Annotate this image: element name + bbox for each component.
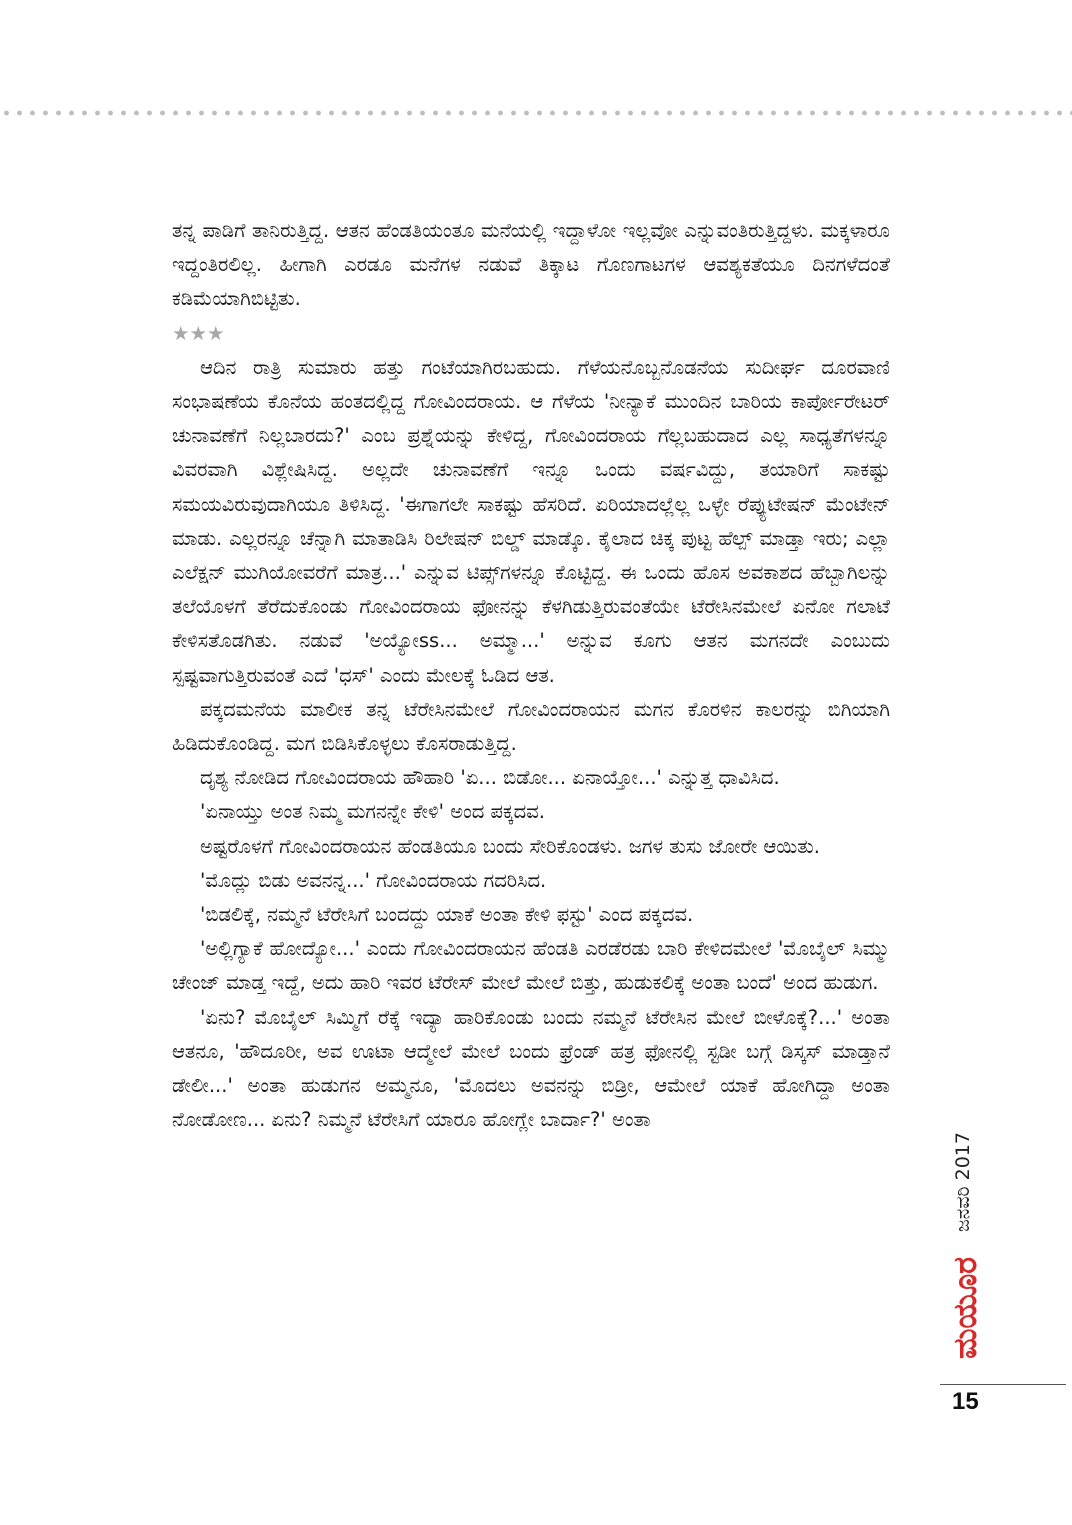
paragraph: 'ಅಲ್ಲಿಗ್ಯಾಕೆ ಹೋದ್ಯೋ...' ಎಂದು ಗೋವಿಂದರಾಯನ ಹೆಂಡತಿ ಎರಡೆರಡು ಬಾರಿ ಕೇಳಿದಮೇಲೆ 'ಮೊಬೈಲ್ ಸಿಮ್ಮು ಚೇಂಜ್ ಮಾಡ್ತ ಇದ್ದೆ, ಅದು ಹಾರಿ ಇವರ ಟೆರೇಸ್ ಮೇಲೆ ಮೇಲೆ ಬಿತ್ತು, ಹುಡುಕಲಿಕ್ಕೆ ಅಂತಾ ಬಂದೆ' ಅಂದ ಹುಡುಗ. xyxy=(172,937,890,995)
paragraph: ದೃಶ್ಯ ನೋಡಿದ ಗೋವಿಂದರಾಯ ಹೌಹಾರಿ 'ಏ... ಬಿಡೋ... ಏನಾಯ್ತೋ...' ಎನ್ನುತ್ತ ಧಾವಿಸಿದ. xyxy=(200,766,780,790)
paragraph: ತನ್ನ ಪಾಡಿಗೆ ತಾನಿರುತ್ತಿದ್ದ. ಆತನ ಹೆಂಡತಿಯಂತೂ ಮನೆಯಲ್ಲಿ ಇದ್ದಾಳೋ ಇಲ್ಲವೋ ಎನ್ನುವಂತಿರುತ್ತಿದ್ದಳು. ಮಕ್ಕಳಾರೂ ಇದ್ದಂತಿರಲಿಲ್ಲ. ಹೀಗಾಗಿ ಎರಡೂ ಮನೆಗಳ ನಡುವೆ ತಿಕ್ಕಾಟ ಗೊಣಗಾಟಗಳ ಆವಶ್ಯಕತೆಯೂ ದಿನಗಳೆದಂತೆ ಕಡಿಮೆಯಾಗಿಬಿಟ್ಟಿತು. xyxy=(172,219,890,311)
paragraph: ಅಷ್ಟರೊಳಗೆ ಗೋವಿಂದರಾಯನ ಹೆಂಡತಿಯೂ ಬಂದು ಸೇರಿಕೊಂಡಳು. ಜಗಳ ತುಸು ಜೋರೇ ಆಯಿತು. xyxy=(200,834,820,858)
paragraph: ಪಕ್ಕದಮನೆಯ ಮಾಲೀಕ ತನ್ನ ಟೆರೇಸಿನಮೇಲೆ ಗೋವಿಂದರಾಯನ ಮಗನ ಕೊರಳಿನ ಕಾಲರನ್ನು ಬಿಗಿಯಾಗಿ ಹಿಡಿದುಕೊಂಡಿದ್ದ. ಮಗ ಬಿಡಿಸಿಕೊಳ್ಳಲು ಕೊಸರಾಡುತ್ತಿದ್ದ. xyxy=(172,697,890,756)
article-column xyxy=(172,214,890,1137)
paragraph: 'ಏನು? ಮೊಬೈಲ್ ಸಿಮ್ಮಿಗೆ ರೆಕ್ಕೆ ಇದ್ಯಾ ಹಾರಿಕೊಂಡು ಬಂದು ನಮ್ಮನೆ ಟೆರೇಸಿನ ಮೇಲೆ ಬೀಳೊಕ್ಕೆ?...' ಅಂತಾ ಆತನೂ, 'ಹೌದೂರೀ, ಅವ ಊಟಾ ಆದ್ಮೇಲೆ ಮೇಲೆ ಬಂದು ಫ್ರೆಂಡ್ ಹತ್ರ ಫೋನಲ್ಲಿ ಸ್ಟಡೀ ಬಗ್ಗೆ ಡಿಸ್ಕಸ್ ಮಾಡ್ತಾನೆ ಡೇಲೀ...' ಅಂತಾ ಹುಡುಗನ ಅಮ್ಮನೂ, 'ಮೊದಲು ಅವನನ್ನು ಬಿಡ್ರೀ, ಆಮೇಲೆ ಯಾಕೆ ಹೋಗಿದ್ದಾ ಅಂತಾ ನೋಡೋಣ... ಏನು? ನಿಮ್ಮನೆ ಟೆರೇಸಿಗೆ ಯಾರೂ ಹೋಗ್ಲೇ ಬಾರ್ದಾ?' ಅಂತಾ xyxy=(172,1005,890,1132)
paragraph: 'ಮೊದ್ಲು ಬಿಡು ಅವನನ್ನ...' ಗೋವಿಂದರಾಯ ಗದರಿಸಿದ. xyxy=(200,868,547,892)
issue-date: ಜನವರಿ 2017 xyxy=(952,1132,974,1232)
magazine-logo: ಮಯೂರ xyxy=(946,1256,984,1360)
page-number: 15 xyxy=(952,1388,979,1415)
dotted-divider xyxy=(0,108,1072,118)
paragraph: 'ಏನಾಯ್ತು ಅಂತ ನಿಮ್ಮ ಮಗನನ್ನೇ ಕೇಳಿ' ಅಂದ ಪಕ್ಕದವ. xyxy=(200,800,545,824)
paragraph: 'ಬಿಡಲಿಕ್ಕೆ, ನಮ್ಮನೆ ಟೆರೇಸಿಗೆ ಬಂದದ್ದು ಯಾಕೆ ಅಂತಾ ಕೇಳಿ ಫಸ್ಟು' ಎಂದ ಪಕ್ಕದವ. xyxy=(200,903,694,927)
section-separator: ★★★ xyxy=(172,321,225,345)
paragraph: ಆದಿನ ರಾತ್ರಿ ಸುಮಾರು ಹತ್ತು ಗಂಟೆಯಾಗಿರಬಹುದು. ಗೆಳೆಯನೊಬ್ಬನೊಡನೆಯ ಸುದೀರ್ಘ ದೂರವಾಣಿ ಸಂಭಾಷಣೆಯ ಕೊನೆಯ ಹಂತದಲ್ಲಿದ್ದ ಗೋವಿಂದರಾಯ. ಆ ಗೆಳೆಯ 'ನೀನ್ಯಾಕೆ ಮುಂದಿನ ಬಾರಿಯ ಕಾರ್ಪೋರೇಟರ್ ಚುನಾವಣೆಗೆ ನಿಲ್ಲಬಾರದು?' ಎಂಬ ಪ್ರಶ್ನೆಯನ್ನು ಕೇಳಿದ್ದ, ಗೋವಿಂದರಾಯ ಗೆಲ್ಲಬಹುದಾದ ಎಲ್ಲ ಸಾಧ್ಯತೆಗಳನ್ನೂ ವಿವರವಾಗಿ ವಿಶ್ಲೇಷಿಸಿದ್ದ. ಅಲ್ಲದೇ ಚುನಾವಣೆಗೆ ಇನ್ನೂ ಒಂದು ವರ್ಷವಿದ್ದು, ತಯಾರಿಗೆ ಸಾಕಷ್ಟು ಸಮಯವಿರುವುದಾಗಿಯೂ ತಿಳಿಸಿದ್ದ. 'ಈಗಾಗಲೇ ಸಾಕಷ್ಟು ಹೆಸರಿದೆ. ಏರಿಯಾದಲ್ಲೆಲ್ಲ ಒಳ್ಳೇ ರೆಪ್ಯುಟೇಷನ್ ಮೆಂಟೇನ್ ಮಾಡು. ಎಲ್ಲರನ್ನೂ ಚೆನ್ನಾಗಿ ಮಾತಾಡಿಸಿ ರಿಲೇಷನ್ ಬಿಲ್ಡ್ ಮಾಡ್ಕೊ. ಕೈಲಾದ ಚಿಕ್ಕ ಪುಟ್ಟ ಹೆಲ್ಪ್ ಮಾಡ್ತಾ ಇರು; ಎಲ್ಲಾ ಎಲೆಕ್ಷನ್ ಮುಗಿಯೋವರೆಗೆ ಮಾತ್ರ...' ಎನ್ನುವ ಟಿಪ್ಸ್‌ಗಳನ್ನೂ ಕೊಟ್ಟಿದ್ದ. ಈ ಒಂದು ಹೊಸ ಅವಕಾಶದ ಹೆಬ್ಬಾಗಿಲನ್ನು ತಲೆಯೊಳಗೆ ತೆರೆದುಕೊಂಡು ಗೋವಿಂದರಾಯ ಫೋನನ್ನು ಕೆಳಗಿಡುತ್ತಿರುವಂತೆಯೇ ಟೆರೇಸಿನಮೇಲೆ ಏನೋ ಗಲಾಟೆ ಕೇಳಿಸತೊಡಗಿತು. ನಡುವೆ 'ಅಯ್ಯೋss... ಅಮ್ಮಾ...' ಅನ್ನುವ ಕೂಗು ಆತನ ಮಗನದೇ ಎಂಬುದು ಸ್ಪಷ್ಟವಾಗುತ್ತಿರುವಂತೆ ಎದೆ 'ಧಸ್' ಎಂದು ಮೇಲಕ್ಕೆ ಓಡಿದ ಆತ. xyxy=(172,355,890,687)
page-number-rule xyxy=(940,1384,1066,1385)
